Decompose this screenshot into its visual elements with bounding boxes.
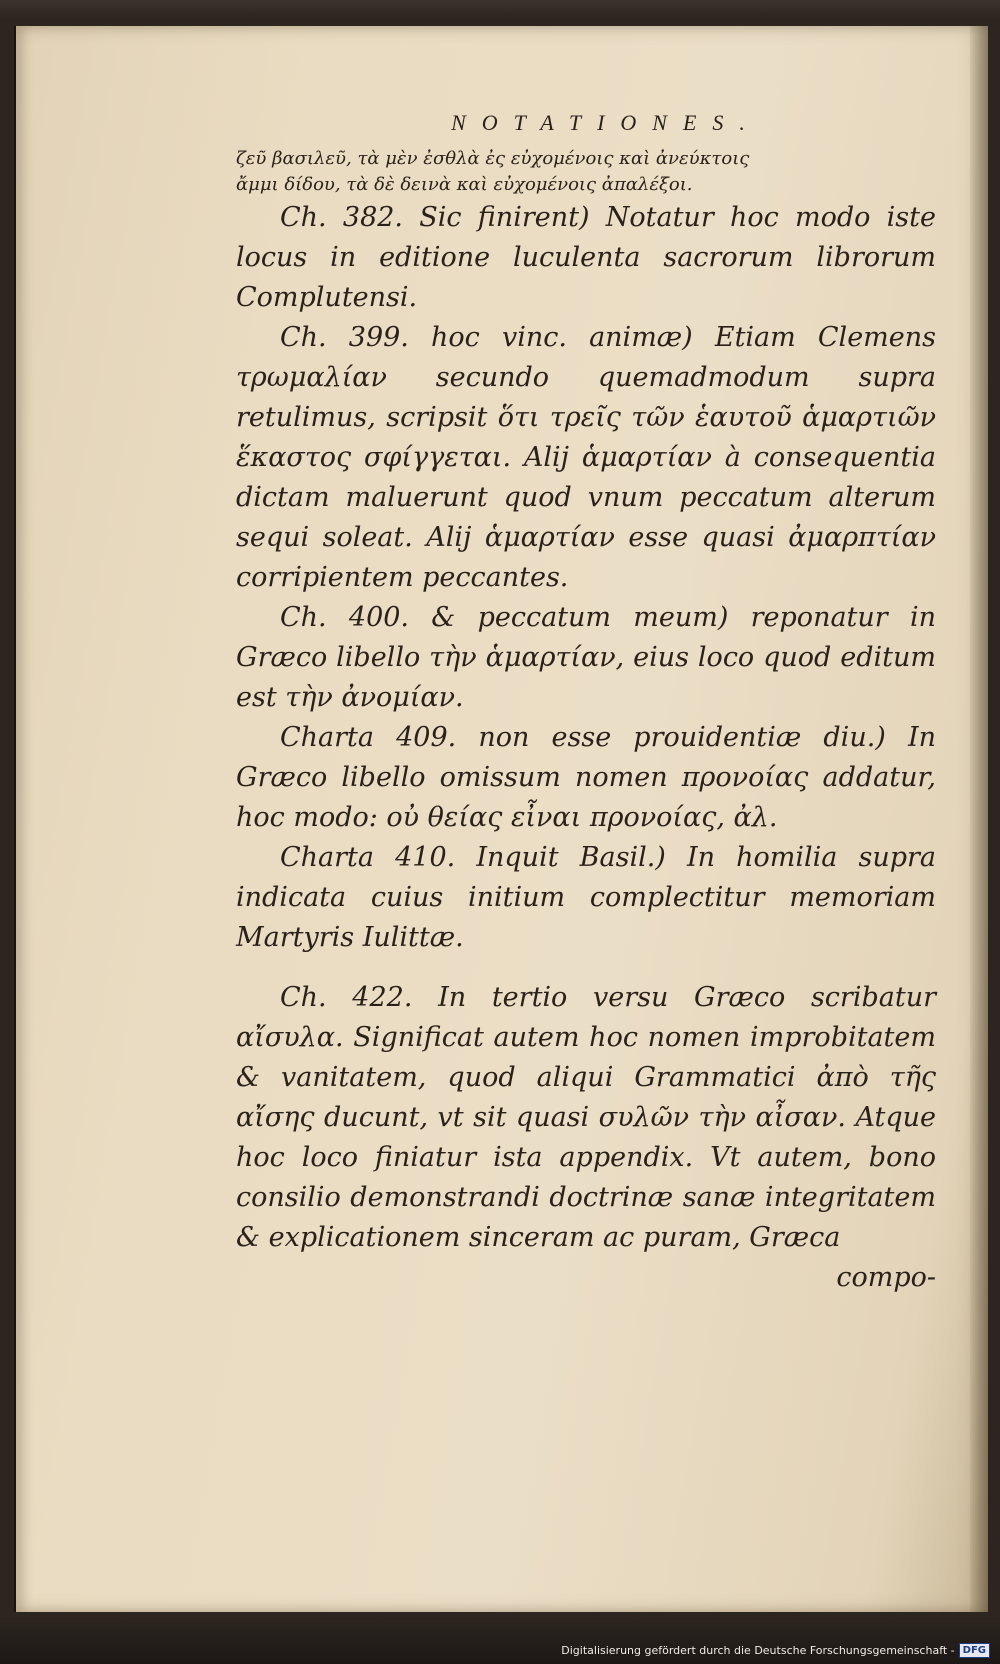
note-paragraph: Ch. 422. In tertio versu Græco scribatur αἴσυλα. Significat autem hoc nomen improbitatem & vanitatem, quod aliqui Grammatici ἀπὸ τῆς αἴσης ducunt, vt sit quasi συλῶν τὴν αἶσαν. Atque hoc loco finiatur ista appendix. Vt autem, bono consilio demonstrandi doctrinæ sanæ integritatem & explicationem sinceram ac puram, Græca — [236, 982, 936, 1253]
greek-verse-line: ζεῦ βασιλεῦ, τὰ μὲν ἐσθλὰ ἐς εὐχομένοις καὶ ἀνεύκτοις — [236, 148, 750, 169]
greek-verse-line: ἄμμι δίδου, τὰ δὲ δεινὰ καὶ εὐχομένοις ἀπαλέξοι. — [236, 174, 693, 195]
note-paragraph: Ch. 400. & peccatum meum) reponatur in Græco libello τὴν ἁμαρτίαν, eius loco quod editum est τὴν ἀνομίαν. — [236, 602, 936, 713]
footer-text: Digitalisierung gefördert durch die Deutsche Forschungsgemeinschaft - — [561, 1644, 955, 1657]
note-paragraph: Charta 409. non esse prouidentiæ diu.) In Græco libello omissum nomen προνοίας addatur, hoc modo: οὐ θείας εἶναι προνοίας, ἀλ. — [236, 722, 936, 833]
catchword: compo- — [836, 1262, 936, 1293]
text-block — [236, 110, 936, 1298]
digitization-footer — [561, 1643, 990, 1658]
running-head: NOTATIONES. — [451, 110, 761, 135]
paragraph-gap — [236, 958, 936, 978]
note-paragraph: Ch. 399. hoc vinc. animæ) Etiam Clemens τρωμαλίαν secundo quemadmodum supra retulimus, scripsit ὅτι τρεῖς τῶν ἑαυτοῦ ἁμαρτιῶν ἕκαστος σφίγγεται. Alij ἁμαρτίαν à consequentia dictam maluerunt quod vnum peccatum alterum sequi soleat. Alij ἁμαρτίαν esse quasi ἀμαρπτίαν corripientem peccantes. — [236, 322, 936, 593]
note-paragraph: Ch. 382. Sic finirent) Notatur hoc modo iste locus in editione luculenta sacrorum librorum Complutensi. — [236, 202, 936, 313]
dfg-logo-icon: DFG — [959, 1643, 990, 1658]
note-paragraph: Charta 410. Inquit Basil.) In homilia supra indicata cuius initium complectitur memoriam Martyris Iulittæ. — [236, 842, 936, 953]
page-edge-shadow — [970, 26, 988, 1612]
book-page — [14, 26, 988, 1612]
